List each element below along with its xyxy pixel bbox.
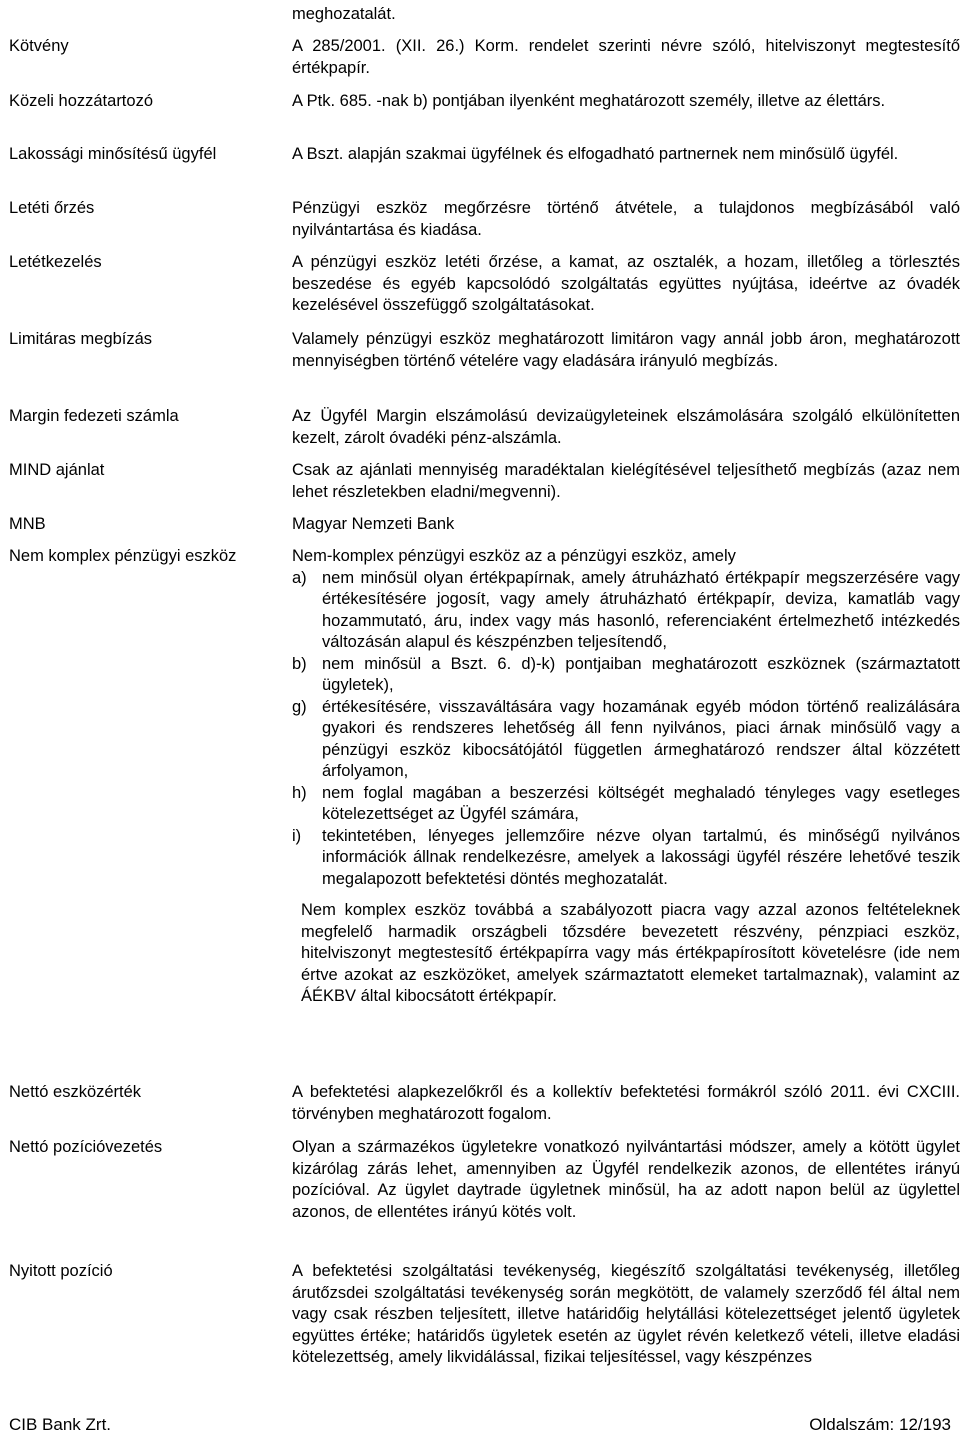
term: Nyitott pozíció (9, 1262, 113, 1280)
term: Nettó eszközérték (9, 1083, 142, 1101)
definition: Pénzügyi eszköz megőrzésre történő átvétele, a tulajdonos megbízásából való nyilvántartása és kiadása. (292, 199, 960, 239)
definition: A befektetési szolgáltatási tevékenység, kiegészítő szolgáltatási tevékenység, illetőleg árutőzsdei szolgáltatási tevékenység során megkötött, de valamely szerződő fél által nem vagy csak részben teljesített, illetve határidőig helytállási kötelezettséget jelentő ügyletek együttes értéke; határidős ügyletek esetén az ügylet révén keletkező vételi, illetve eladási kötelezettség, amely likvidálással, fizikai teljesítéssel, vagy készpénzes (292, 1262, 960, 1366)
footer-company: CIB Bank Zrt. (9, 1415, 112, 1434)
term: Közeli hozzátartozó (9, 92, 153, 110)
list-marker: a) (292, 568, 307, 587)
additional-note: Nem komplex eszköz továbbá a szabályozott piacra vagy azzal azonos feltételeknek megfelelő harmadik országbeli tőzsdére bevezetett részvény, pénzpiaci eszköz, hitelviszonyt megtestesítő értékpapírra vagy más értékpapírosított követelésre (ide nem értve azokat az eszközöket, amelyek származtatott elemeket tartalmaznak), valamint az ÁÉKBV által kibocsátott értékpapír. (301, 901, 960, 1005)
term: Nem komplex pénzügyi eszköz (9, 547, 237, 565)
list-item (292, 826, 960, 891)
list-marker: b) (292, 654, 307, 673)
list-item (292, 697, 960, 783)
term: Margin fedezeti számla (9, 407, 179, 425)
definition: A 285/2001. (XII. 26.) Korm. rendelet szerinti névre szóló, hitelviszonyt megtestesítő értékpapír. (292, 37, 960, 77)
list-marker: g) (292, 697, 307, 716)
definition: A Bszt. alapján szakmai ügyfélnek és elfogadható partnernek nem minősülő ügyfél. (292, 145, 899, 163)
definition: Olyan a származékos ügyletekre vonatkozó nyilvántartási módszer, amely a kötött ügylet kizárólag zárás lehet, amennyiben az Ügyfél rendelkezik azonos, de ellentétes irányú pozícióval. Az ügylet daytrade ügyletnek minősül, ha az adott napon belül az ügylettel azonos, de ellentétes irányú kötés volt. (292, 1138, 960, 1221)
list-item-text: értékesítésére, visszaváltására vagy hozamának egyéb módon történő realizálására gyakori és rendszeres lehetőség áll fenn nyilvános, piaci árnak minősülő vagy a pénzügyi eszköz kibocsátójától független ármeghatározó rendszer által közzétett árfolyamon, (322, 697, 960, 780)
definition: A pénzügyi eszköz letéti őrzése, a kamat, az osztalék, a hozam, illetőleg a törlesztés beszedése és egyéb kapcsolódó szolgáltatás együttes nyújtása, ideértve az óvadék kezelésével összefüggő szolgáltatásokat. (292, 253, 960, 314)
list-item (292, 654, 960, 697)
term: Nettó pozícióvezetés (9, 1138, 163, 1156)
definition: Valamely pénzügyi eszköz meghatározott limitáron vagy annál jobb áron, meghatározott mennyiségben történő vételére vagy eladására irányuló megbízás. (292, 330, 960, 370)
list-item-text: nem minősül olyan értékpapírnak, amely átruházható értékpapír megszerzésére vagy értékesítésére jogosít, vagy amely átruházható értékpapír, deviza, kamatláb vagy hozammutató, áru, index vagy más hasonló, referenciaként értelmezhető intézkedés változásán alapul és készpénzben teljesítendő, (322, 568, 960, 651)
definition: A befektetési alapkezelőkről és a kollektív befektetési formákról szóló 2011. évi CXCIII. törvényben meghatározott fogalom. (292, 1083, 960, 1123)
list-marker: i) (292, 826, 302, 845)
term: MNB (9, 515, 46, 533)
definition: Csak az ajánlati mennyiség maradéktalan kielégítésével teljesíthető megbízás (azaz nem lehet részletekben eladni/megvenni). (292, 461, 960, 501)
list-item (292, 783, 960, 826)
term: Letéti őrzés (9, 199, 95, 217)
definition: meghozatalát. (292, 5, 396, 23)
footer-page-number: Oldalszám: 12/193 (809, 1415, 951, 1434)
definition: Magyar Nemzeti Bank (292, 515, 455, 533)
list-marker: h) (292, 783, 307, 802)
definition-intro: Nem-komplex pénzügyi eszköz az a pénzügyi eszköz, amely (292, 547, 736, 565)
term: MIND ajánlat (9, 461, 105, 479)
definition: Az Ügyfél Margin elszámolású devizaügyleteinek elszámolására szolgáló elkülönítetten kezelt, zárolt óvadéki pénz-alszámla. (292, 407, 960, 447)
criteria-list (292, 568, 960, 891)
term: Letétkezelés (9, 253, 102, 271)
list-item (292, 568, 960, 654)
list-item-text: nem minősül a Bszt. 6. d)-k) pontjaiban meghatározott eszköznek (származtatott ügyletek), (322, 654, 960, 694)
term: Kötvény (9, 37, 69, 55)
list-item-text: nem foglal magában a beszerzési költségét meghaladó tényleges vagy esetleges kötelezettséget az Ügyfél számára, (322, 783, 960, 823)
term: Limitáras megbízás (9, 330, 153, 348)
list-item-text: tekintetében, lényeges jellemzőire nézve olyan tartalmú, és minőségű nyilvános információk állnak rendelkezésre, amelyek a lakossági ügyfél részére lehetővé teszik megalapozott befektetési döntés meghozatalát. (322, 826, 960, 888)
term: Lakossági minősítésű ügyfél (9, 145, 217, 163)
definition-block (292, 546, 960, 1008)
definition: A Ptk. 685. -nak b) pontjában ilyenként meghatározott személy, illetve az élettárs. (292, 92, 886, 110)
